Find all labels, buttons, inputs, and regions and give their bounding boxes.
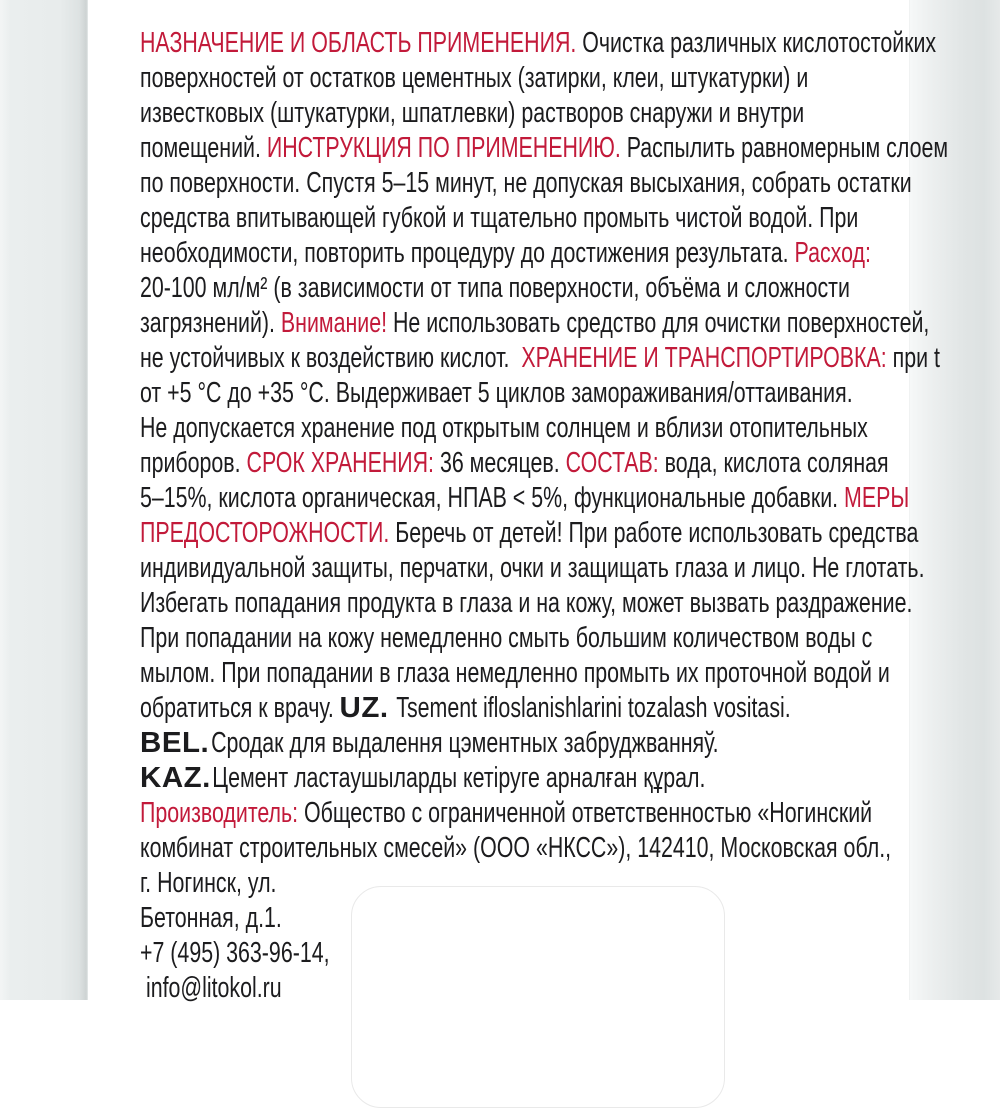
label-text-run: 20-100 мл/м² (в зависимости от типа поверхности, объёма и сложности — [140, 272, 850, 304]
label-text-run: вода, кислота соляная — [664, 447, 889, 479]
label-line — [140, 341, 948, 376]
section-heading-text: ИНСТРУКЦИЯ ПО ПРИМЕНЕНИЮ. — [266, 132, 627, 164]
label-line — [140, 586, 948, 621]
label-line — [140, 866, 948, 901]
label-line — [140, 411, 948, 446]
label-text-run: Не допускается хранение под открытым солнцем и вблизи отопительных — [140, 412, 868, 444]
label-line — [140, 761, 948, 796]
label-text-run: Очистка различных кислотостойких — [582, 27, 937, 59]
label-line — [140, 131, 948, 166]
label-text-run: +7 (495) 363-96-14, — [140, 937, 330, 969]
label-text-run: приборов. — [140, 447, 247, 479]
label-text-run: info@litokol.ru — [140, 972, 282, 1004]
label-line — [140, 691, 948, 726]
product-label-text — [140, 26, 948, 1006]
label-line — [140, 936, 948, 971]
bottle-edge-left — [0, 0, 88, 1000]
label-text-run: индивидуальной защиты, перчатки, очки и защищать глаза и лицо. Не глотать. — [140, 552, 925, 584]
label-text-run: 5–15%, кислота органическая, НПАВ < 5%, функциональные добавки. — [140, 482, 845, 514]
section-heading-text: НАЗНАЧЕНИЕ И ОБЛАСТЬ ПРИМЕНЕНИЯ. — [140, 27, 583, 59]
label-text-run: комбинат строительных смесей» (ООО «НКСС»), 142410, Московская обл., — [140, 832, 892, 864]
label-line — [140, 166, 948, 201]
label-line — [140, 621, 948, 656]
section-heading-text: ПРЕДОСТОРОЖНОСТИ. — [140, 517, 396, 549]
section-heading-text: СОСТАВ: — [565, 447, 665, 479]
label-line — [140, 481, 948, 516]
label-text-run: 36 месяцев. — [439, 447, 566, 479]
language-code-text: BEL. — [140, 727, 210, 759]
label-line — [140, 901, 948, 936]
label-text-run: Сродак для выдалення цэментных забруджванняў. — [205, 727, 719, 759]
label-text-run: от +5 °С до +35 °С. Выдерживает 5 циклов замораживания/оттаивания. — [140, 377, 853, 409]
label-text-run: Общество с ограниченной ответственностью «Ногинский — [304, 797, 873, 829]
label-line — [140, 61, 948, 96]
label-line — [140, 796, 948, 831]
label-text-run: Распылить равномерным слоем — [626, 132, 949, 164]
label-text-run: При попадании на кожу немедленно смыть большим количеством воды с — [140, 622, 873, 654]
label-line — [140, 271, 948, 306]
section-heading-text: МЕРЫ — [844, 482, 910, 514]
label-text-run: Tsement ifloslanishlarini tozalash vositasi. — [390, 692, 791, 724]
label-text-run: обратиться к врачу. — [140, 692, 340, 724]
label-text-run: необходимости, повторить процедуру до достижения результата. — [140, 237, 795, 269]
label-line — [140, 656, 948, 691]
language-code-text: UZ. — [339, 692, 389, 724]
label-line — [140, 376, 948, 411]
section-heading-text: ХРАНЕНИЕ И ТРАНСПОРТИРОВКА: — [521, 342, 893, 374]
label-line — [140, 971, 948, 1006]
label-text-run: Беречь от детей! При работе использовать средства — [395, 517, 919, 549]
label-line — [140, 446, 948, 481]
label-text-run: Избегать попадания продукта в глаза и на кожу, может вызвать раздражение. — [140, 587, 913, 619]
label-text-run: мылом. При попадании в глаза немедленно промыть их проточной водой и — [140, 657, 890, 689]
label-line — [140, 236, 948, 271]
label-text-run: не устойчивых к воздействию кислот. — [140, 342, 522, 374]
label-text-run: помещений. — [140, 132, 267, 164]
label-line — [140, 516, 948, 551]
section-heading-text: Расход: — [794, 237, 871, 269]
label-line — [140, 96, 948, 131]
section-heading-text: СРОК ХРАНЕНИЯ: — [246, 447, 440, 479]
label-line — [140, 551, 948, 586]
label-line — [140, 306, 948, 341]
label-line — [140, 201, 948, 236]
label-text-run: Не использовать средство для очистки поверхностей, — [392, 307, 930, 339]
section-heading-text: Внимание! — [280, 307, 393, 339]
label-text-run: Бетонная, д.1. — [140, 902, 282, 934]
language-code-text: KAZ. — [140, 762, 211, 794]
label-text-run: при t — [892, 342, 940, 374]
label-line — [140, 726, 948, 761]
label-text-run: известковых (штукатурки, шпатлевки) растворов снаружи и внутри — [140, 97, 805, 129]
label-text-run: по поверхности. Спустя 5–15 минут, не допуская высыхания, собрать остатки — [140, 167, 912, 199]
label-text-run: средства впитывающей губкой и тщательно промыть чистой водой. При — [140, 202, 859, 234]
section-heading-text: Производитель: — [140, 797, 305, 829]
label-text-run: Цемент ластаушыларды кетіруге арналған құрал. — [206, 762, 706, 794]
label-text-run: г. Ногинск, ул. — [140, 867, 277, 899]
label-line — [140, 26, 948, 61]
label-line — [140, 831, 948, 866]
label-text-run: загрязнений). — [140, 307, 281, 339]
label-text-run: поверхностей от остатков цементных (затирки, клеи, штукатурки) и — [140, 62, 809, 94]
